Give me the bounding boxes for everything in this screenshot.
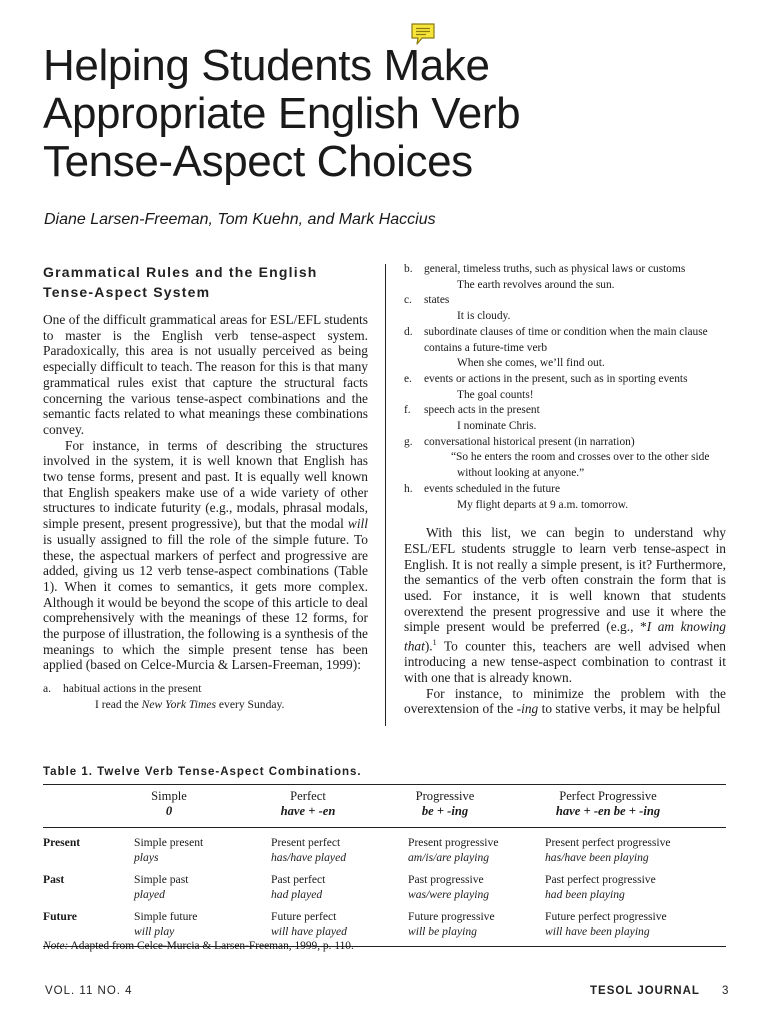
tense-example: has/have been playing	[545, 851, 649, 864]
tense-example: am/is/are playing	[408, 851, 490, 864]
table-cell	[271, 872, 325, 902]
list-item-text: events scheduled in the future	[424, 482, 561, 495]
paragraph	[404, 686, 726, 717]
list-item	[404, 293, 726, 324]
paragraph-text: With this list, we can begin to understand why ESL/EFL students struggle to learn verb tense-aspect in English. It is not really a simple present, is it? Furthermore, the semantics of the verb often constrain the form that is used. For instance, it is well known that students overextend the present progressive and use it where the simple present would be preferred (e.g., *	[404, 525, 726, 635]
list-item-text: conversational historical present (in narration)	[424, 435, 635, 448]
column-header-label: Perfect	[290, 789, 326, 803]
list-marker: e.	[404, 372, 412, 385]
column-header	[538, 789, 678, 819]
table-cell	[545, 909, 667, 939]
list-marker: h.	[404, 482, 413, 495]
column-header-label: Simple	[151, 789, 187, 803]
list-item-example: “So he enters the room and crosses over to the other side without looking at anyone.”	[451, 451, 710, 480]
list-item-example: I nominate Chris.	[457, 420, 537, 433]
tense-name: Future progressive	[408, 910, 495, 923]
right-column	[404, 262, 726, 717]
paragraph	[43, 438, 368, 674]
list-item	[404, 482, 726, 513]
table-cell	[134, 872, 188, 902]
list-item-text: events or actions in the present, such as in sporting events	[424, 372, 688, 385]
tense-example: plays	[134, 851, 159, 864]
left-column	[43, 262, 368, 713]
row-header: Present	[43, 836, 81, 849]
authors: Diane Larsen-Freeman, Tom Kuehn, and Mark Haccius	[44, 211, 436, 228]
table-cell	[271, 835, 346, 865]
tense-example: was/were playing	[408, 888, 490, 901]
tense-name: Future perfect progressive	[545, 910, 667, 923]
emphasis: New York Times	[141, 697, 216, 711]
column-header	[393, 789, 497, 819]
meaning-list	[43, 681, 368, 712]
table-cell	[134, 835, 203, 865]
list-marker: a.	[43, 682, 52, 696]
tense-example: has/have played	[271, 851, 347, 864]
footer-journal: TESOL JOURNAL	[590, 985, 700, 997]
example-text: I read the	[95, 697, 142, 711]
table-cell	[545, 835, 671, 865]
list-item-example: The goal counts!	[457, 388, 534, 401]
column-header-formula: be + -ing	[421, 804, 469, 818]
column-header	[258, 789, 358, 819]
tense-example: played	[134, 888, 165, 901]
emphasis: will	[347, 516, 368, 532]
table-cell	[271, 909, 347, 939]
list-item-text: habitual actions in the present	[63, 682, 202, 696]
tense-name: Simple past	[134, 873, 189, 886]
paragraph-text: to stative verbs, it may be helpful	[538, 701, 721, 717]
list-item-example: It is cloudy.	[457, 310, 511, 323]
list-marker: b.	[404, 263, 413, 275]
paragraph-text: ).	[424, 638, 433, 654]
tense-aspect-table	[43, 784, 726, 947]
note-label: Note:	[43, 940, 69, 952]
table-cell	[545, 872, 656, 902]
title-line: Appropriate English Verb	[43, 89, 521, 138]
table-note	[43, 940, 354, 952]
meaning-list-continued	[404, 262, 726, 513]
column-header-label: Perfect Progressive	[559, 789, 657, 803]
emphasis: I am knowing that	[404, 619, 726, 654]
list-marker: d.	[404, 325, 413, 338]
table-row	[43, 872, 726, 909]
row-header: Past	[43, 873, 65, 886]
example-text: every Sunday.	[215, 697, 285, 711]
column-header-formula: have + -en be + -ing	[555, 804, 661, 818]
table-cell	[408, 835, 498, 865]
tense-example: had been playing	[545, 888, 625, 901]
list-item-text: states	[424, 294, 450, 307]
footnote-marker[interactable]: 1	[432, 638, 437, 648]
column-header-formula: have + -en	[280, 804, 336, 818]
article-title	[43, 42, 683, 186]
section-heading	[43, 262, 368, 302]
table-row	[43, 835, 726, 872]
tense-name: Present perfect progressive	[545, 836, 671, 849]
tense-example: will be playing	[408, 925, 477, 938]
tense-name: Future perfect	[271, 910, 337, 923]
table-cell	[408, 872, 489, 902]
table-header-row	[43, 785, 726, 827]
list-item	[404, 435, 726, 482]
list-marker: f.	[404, 404, 411, 417]
column-divider	[385, 264, 386, 726]
paragraph-text: To counter this, teachers are well advised when introducing a new tense-aspect combination to contrast it with one that is already known.	[404, 638, 726, 686]
paragraph	[404, 525, 726, 686]
column-header-label: Progressive	[415, 789, 475, 803]
tense-name: Past progressive	[408, 873, 484, 886]
tense-name: Present progressive	[408, 836, 499, 849]
emphasis: -ing	[516, 701, 539, 717]
list-marker: g.	[404, 435, 413, 448]
table-cell	[134, 909, 197, 939]
title-line: Tense-Aspect Choices	[43, 137, 473, 186]
tense-example: had played	[271, 888, 323, 901]
tense-name: Present perfect	[271, 836, 341, 849]
tense-example: will play	[134, 925, 175, 938]
table-caption: Table 1. Twelve Verb Tense-Aspect Combinations.	[43, 766, 362, 778]
list-item	[404, 403, 726, 434]
footer-volume: VOL. 11 NO. 4	[45, 985, 133, 997]
list-item-text: general, timeless truths, such as physical laws or customs	[424, 263, 686, 275]
table-cell	[408, 909, 495, 939]
tense-example: will have played	[271, 925, 347, 938]
tense-example: will have been playing	[545, 925, 650, 938]
tense-name: Past perfect progressive	[545, 873, 656, 886]
section-heading-line: Grammatical Rules and the English	[43, 264, 318, 280]
tense-name: Simple future	[134, 910, 198, 923]
paragraph: One of the difficult grammatical areas for ESL/EFL students to master is the English verb tense-aspect system. Paradoxically, this area is not usually perceived as being especially difficult to teach. The reason for this is that many grammatical rules exist that capture the structural facts concerning the various tense-aspect combinations and the semantic facts related to what meanings these combinations convey.	[43, 312, 368, 437]
list-item-text: subordinate clauses of time or condition when the main clause contains a future-time verb	[424, 325, 708, 354]
list-item	[404, 372, 726, 403]
column-header-formula: 0	[165, 804, 173, 818]
tense-name: Past perfect	[271, 873, 326, 886]
list-item	[404, 325, 726, 372]
row-header: Future	[43, 910, 77, 923]
column-header	[121, 789, 217, 819]
list-item	[43, 681, 368, 712]
list-item-example: My flight departs at 9 a.m. tomorrow.	[457, 498, 629, 511]
page-number: 3	[722, 985, 730, 997]
note-text: Adapted from Celce-Murcia & Larsen-Freeman, 1999, p. 110.	[68, 940, 354, 952]
tense-name: Simple present	[134, 836, 204, 849]
list-item-text: speech acts in the present	[424, 404, 540, 417]
table-header-rule	[43, 827, 726, 828]
list-item	[404, 262, 726, 293]
paragraph-text: For instance, in terms of describing the structures involved in the system, it is well known that English has two tense forms, present and past. It is equally well known that English speakers make use of a wide variety of other structures to indicate futurity (e.g., modals, phrasal modals, simple present, present progressive), but that the modal	[43, 437, 368, 532]
section-heading-line: Tense-Aspect System	[43, 284, 211, 300]
list-item-example: The earth revolves around the sun.	[457, 278, 615, 291]
paragraph-text: For instance, to minimize the problem with the overextension of the	[404, 685, 726, 717]
title-line: Helping Students Make	[43, 41, 490, 90]
paragraph-text: is usually assigned to fill the role of the simple future. To these, the aspectual markers of perfect and progressive are added, giving us 12 verb tense-aspect combinations (Table 1). When it comes to semantics, it gets more complex. Although it would be beyond the scope of this article to deal comprehensively with the meanings of these 12 forms, for the purpose of illustration, the following is a synthesis of the meanings to which the simple present tense has been applied (based on Celce-Murcia & Larsen-Freeman, 1999):	[43, 531, 368, 673]
list-marker: c.	[404, 294, 412, 307]
list-item-example	[63, 697, 368, 713]
list-item-example: When she comes, we’ll find out.	[457, 357, 605, 370]
